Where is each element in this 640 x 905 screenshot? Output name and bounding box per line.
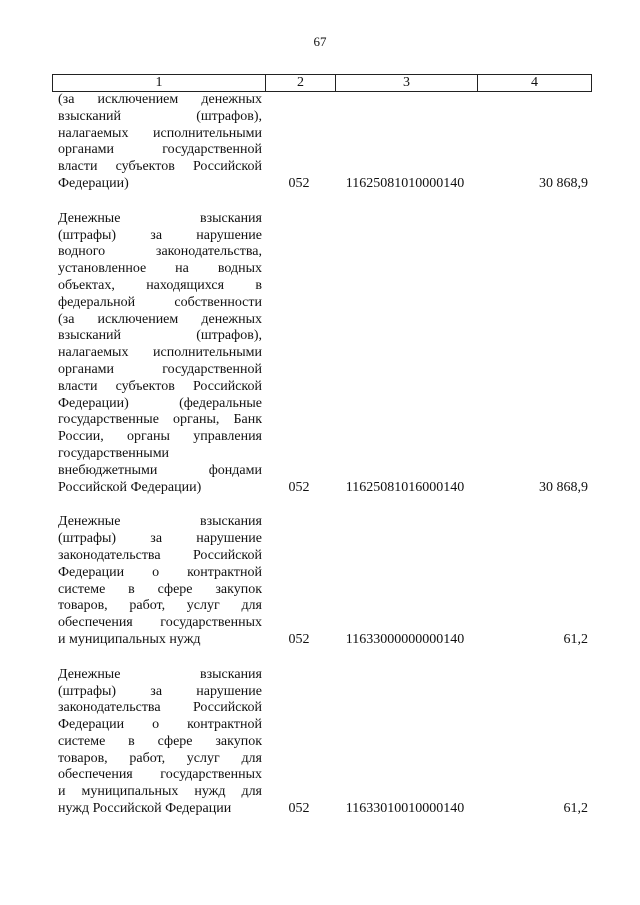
description-line: обеспечения государственных [58, 767, 262, 783]
description-line: федеральной собственности [58, 294, 262, 310]
header-col-1: 1 [155, 75, 163, 90]
description-line: Федерации) [58, 175, 129, 191]
description-line: и муниципальных нужд [58, 631, 201, 647]
table-header [52, 74, 592, 92]
amount: 61,2 [563, 801, 588, 817]
row-description [58, 667, 262, 818]
description-line: (штрафы) за нарушение [58, 227, 262, 243]
chapter-code: 052 [288, 175, 310, 191]
header-col-4: 4 [531, 75, 538, 90]
description-line: внебюджетными фондами [58, 462, 262, 478]
header-col-3: 3 [403, 75, 410, 90]
budget-classification-code: 11625081010000140 [345, 175, 465, 191]
description-line: законодательства Российской [58, 700, 262, 716]
table-body [52, 92, 592, 818]
description-line: объектах, находящихся в [58, 277, 262, 293]
description-line: взысканий (штрафов), [58, 108, 262, 124]
amount: 30 868,9 [539, 175, 588, 191]
description-line: товаров, работ, услуг для [58, 598, 262, 614]
description-line: нужд Российской Федерации [58, 801, 232, 817]
description-line: и муниципальных нужд для [58, 784, 262, 800]
description-line: Денежные взыскания [58, 666, 262, 682]
description-line: России, органы управления [58, 429, 262, 445]
description-line: (за исключением денежных [58, 92, 262, 107]
row-description [58, 92, 262, 193]
description-line: системе в сфере закупок [58, 581, 262, 597]
budget-classification-code: 11633000000000140 [345, 631, 465, 647]
description-line: органами государственной [58, 142, 262, 158]
description-line: (за исключением денежных [58, 311, 262, 327]
chapter-code: 052 [288, 801, 310, 817]
description-line: государственными [58, 445, 170, 461]
description-line: налагаемых исполнительными [58, 125, 262, 141]
amount: 61,2 [563, 631, 588, 647]
description-line: власти субъектов Российской [58, 378, 262, 394]
budget-classification-code: 11633010010000140 [345, 801, 465, 817]
description-line: органами государственной [58, 361, 262, 377]
table-row [52, 92, 592, 193]
description-line: товаров, работ, услуг для [58, 750, 262, 766]
table-row [52, 211, 592, 497]
chapter-code: 052 [288, 631, 310, 647]
description-line: Денежные взыскания [58, 210, 262, 226]
budget-classification-code: 11625081016000140 [345, 479, 465, 495]
description-line: налагаемых исполнительными [58, 345, 262, 361]
description-line: законодательства Российской [58, 547, 262, 563]
row-spacer [52, 649, 592, 667]
description-line: Федерации о контрактной [58, 717, 262, 733]
row-description [58, 211, 262, 497]
chapter-code: 052 [288, 479, 310, 495]
description-line: власти субъектов Российской [58, 159, 262, 175]
description-line: Федерации) (федеральные [58, 395, 262, 411]
description-line: системе в сфере закупок [58, 733, 262, 749]
description-line: Денежные взыскания [58, 514, 262, 530]
row-description [58, 514, 262, 648]
page-number: 67 [313, 34, 327, 49]
amount: 30 868,9 [539, 479, 588, 495]
header-col-2: 2 [297, 75, 304, 90]
description-line: водного законодательства, [58, 244, 262, 260]
description-line: (штрафы) за нарушение [58, 531, 262, 547]
table-row [52, 667, 592, 818]
description-line: Российской Федерации) [58, 479, 202, 495]
description-line: обеспечения государственных [58, 615, 262, 631]
table-row [52, 514, 592, 648]
description-line: государственные органы, Банк [58, 412, 262, 428]
row-spacer [52, 496, 592, 514]
description-line: (штрафы) за нарушение [58, 683, 262, 699]
description-line: взысканий (штрафов), [58, 328, 262, 344]
description-line: Федерации о контрактной [58, 564, 262, 580]
budget-table [52, 74, 592, 818]
description-line: установленное на водных [58, 261, 262, 277]
row-spacer [52, 193, 592, 211]
